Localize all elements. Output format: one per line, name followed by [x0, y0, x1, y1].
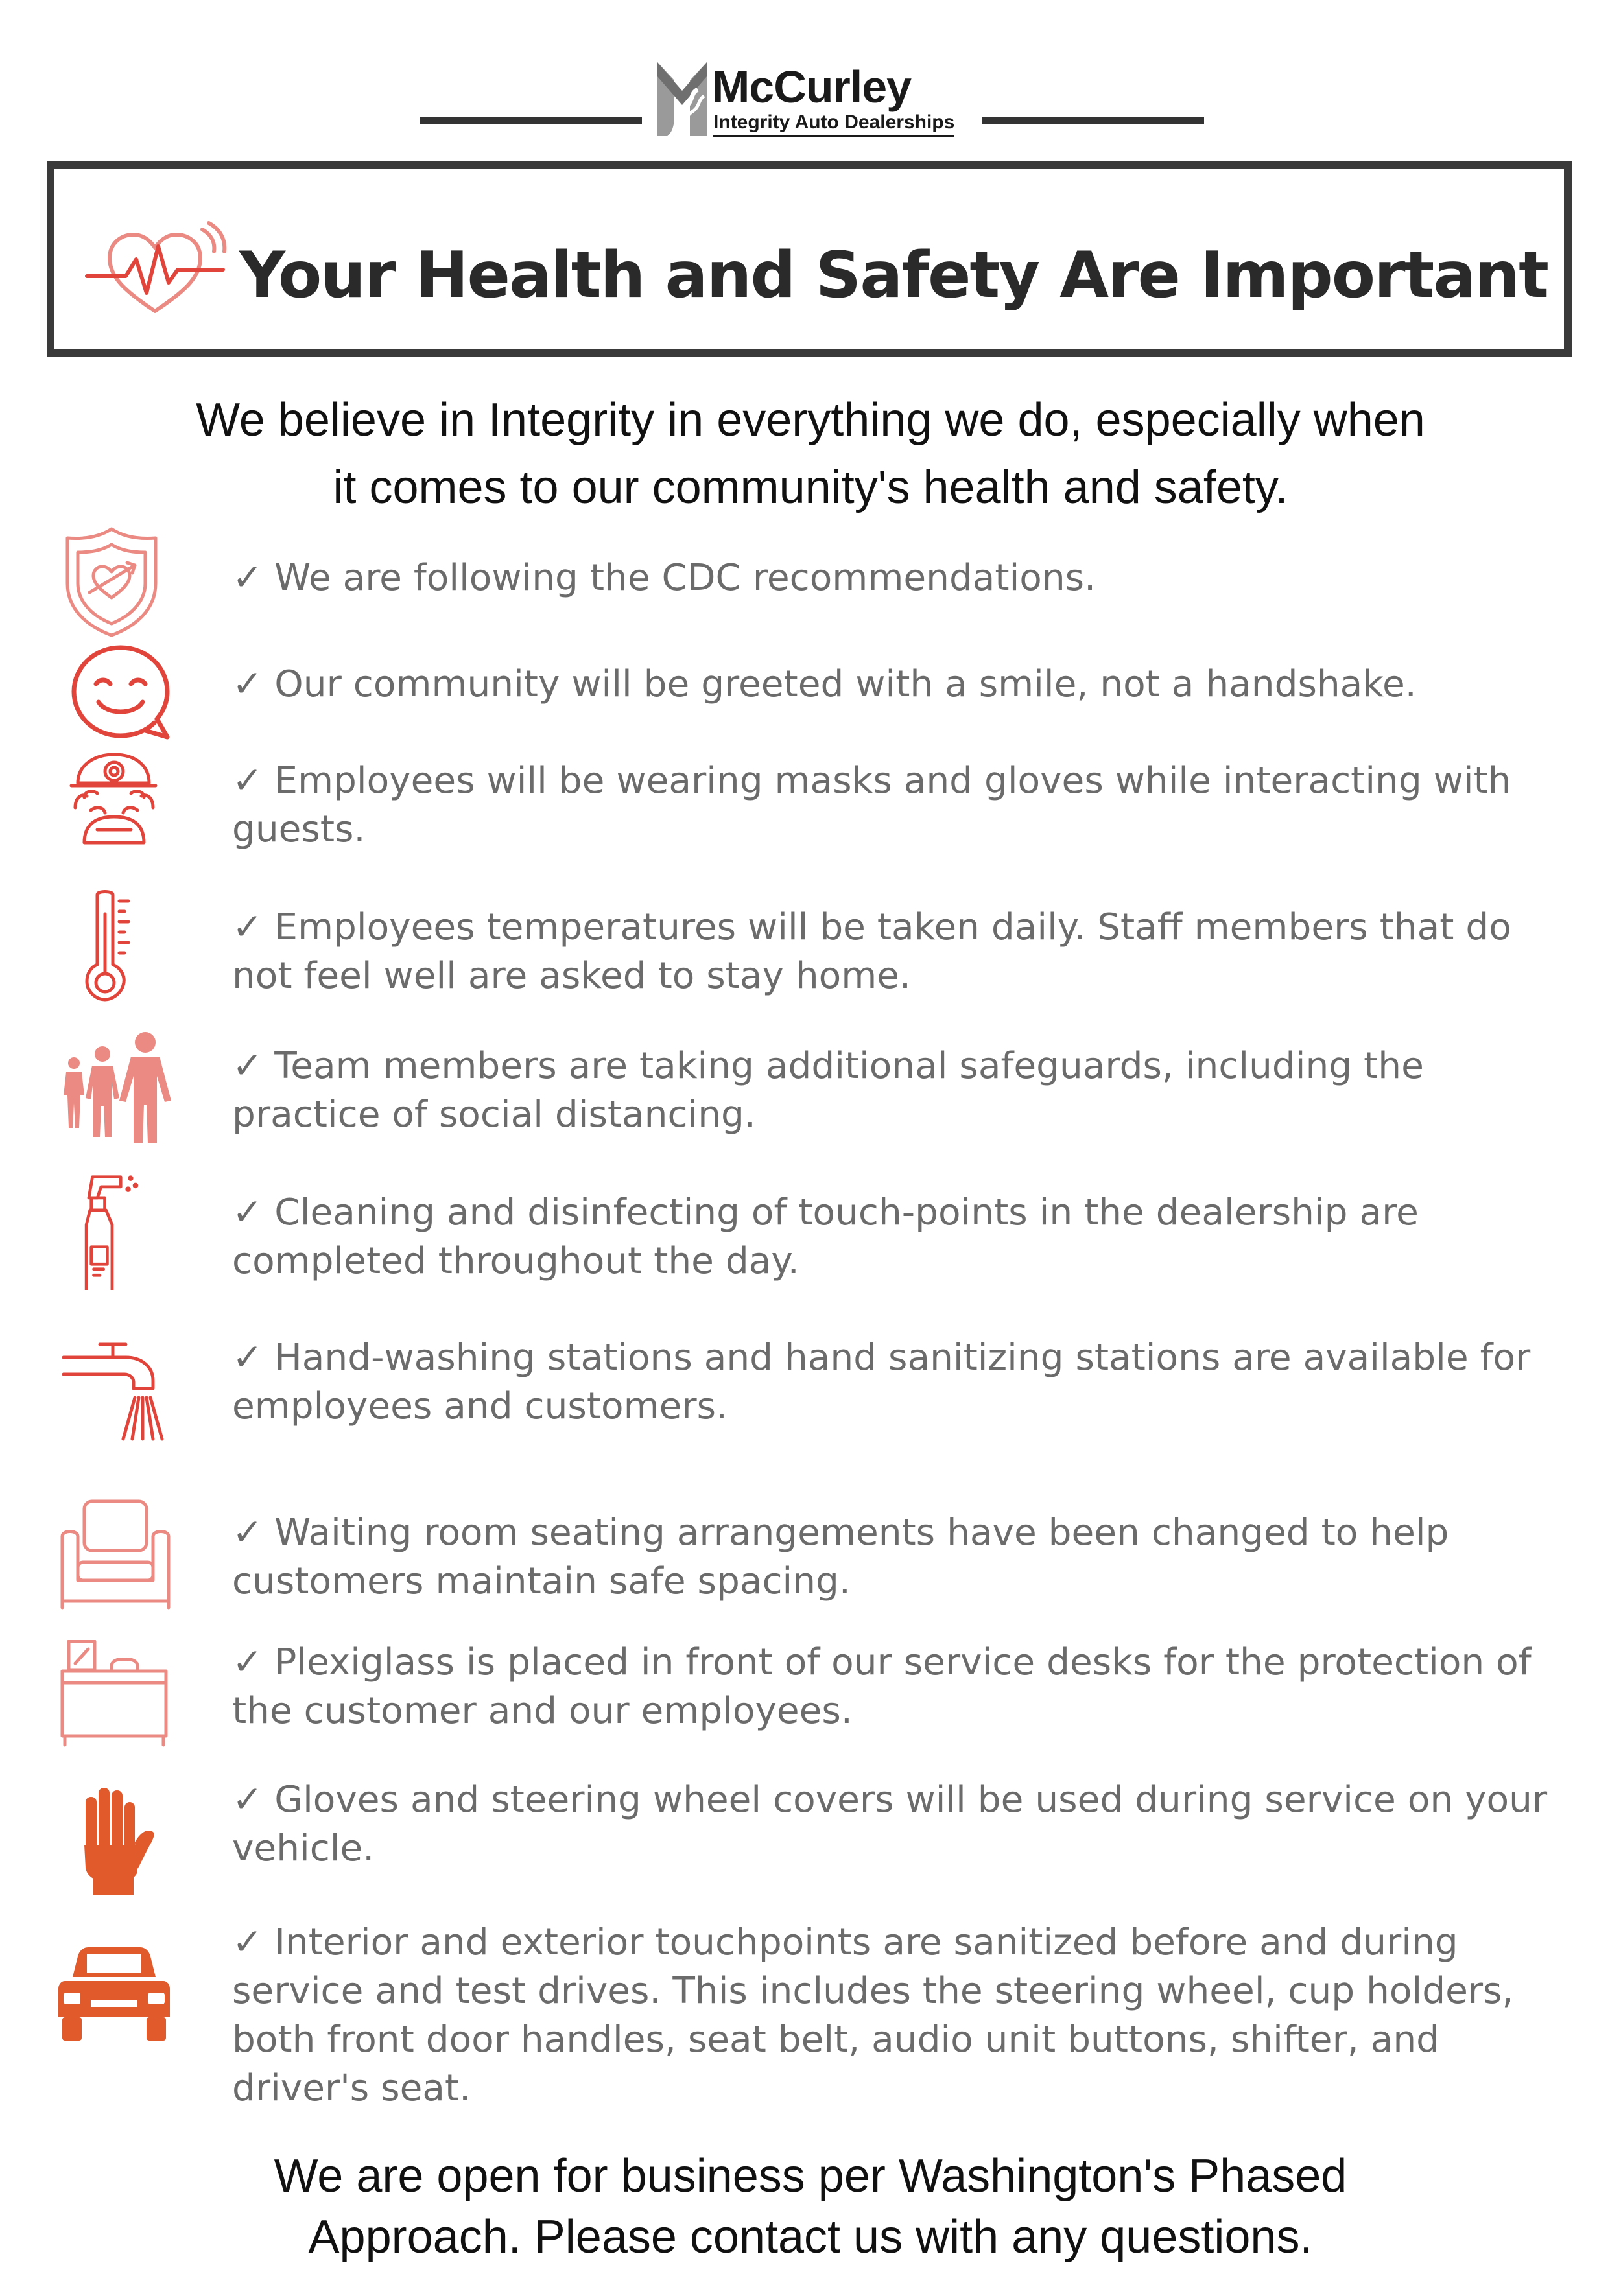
item-line: driver's seat.	[232, 2067, 471, 2109]
item-line: vehicle.	[232, 1827, 375, 1869]
item-line: customers maintain safe spacing.	[232, 1560, 851, 1602]
item-line: ✓ Our community will be greeted with a smile, not a handshake.	[232, 663, 1417, 705]
item-line: ✓ Employees temperatures will be taken daily. Staff members that do	[232, 906, 1511, 948]
item-line: ✓ Waiting room seating arrangements have been changed to help	[232, 1512, 1449, 1554]
logo-name: McCurley	[712, 62, 912, 112]
mccurley-logo	[655, 57, 973, 141]
closing-line-1: We are open for business per Washington's Phased	[274, 2150, 1347, 2202]
car-icon	[58, 1938, 188, 2055]
service-desk-icon	[58, 1640, 188, 1757]
logo-mark-icon	[655, 57, 709, 141]
closing-text	[97, 2146, 1524, 2267]
item-line: ✓ Interior and exterior touchpoints are sanitized before and during	[232, 1921, 1458, 1963]
item-line: practice of social distancing.	[232, 1094, 756, 1136]
item-line: ✓ Gloves and steering wheel covers will be used during service on your	[232, 1779, 1548, 1821]
thermometer-icon	[58, 888, 188, 1005]
family-distancing-icon	[58, 1031, 188, 1147]
item-line: ✓ Hand-washing stations and hand sanitizing stations are available for	[232, 1337, 1531, 1379]
logo-tagline: Integrity Auto Dealerships	[713, 111, 954, 137]
item-line: ✓ Team members are taking additional safeguards, including the	[232, 1045, 1424, 1087]
item-line: the customer and our employees.	[232, 1690, 853, 1732]
glove-icon	[58, 1783, 188, 1899]
item-line: both front door handles, seat belt, audio unit buttons, shifter, and	[232, 2019, 1440, 2061]
intro-text	[97, 386, 1524, 521]
item-line: employees and customers.	[232, 1385, 728, 1427]
faucet-icon	[58, 1335, 188, 1452]
armchair-icon	[58, 1497, 188, 1614]
masked-person-icon	[58, 745, 188, 862]
closing-line-2: Approach. Please contact us with any questions.	[308, 2211, 1313, 2263]
shield-heart-icon	[58, 525, 188, 642]
intro-line-1: We believe in Integrity in everything we do, especially when	[196, 394, 1425, 446]
item-line: guests.	[232, 808, 366, 850]
intro-line-2: it comes to our community's health and safety.	[333, 462, 1288, 513]
item-line: completed throughout the day.	[232, 1240, 799, 1282]
title-box	[47, 161, 1572, 357]
item-line: ✓ Cleaning and disinfecting of touch-points in the dealership are	[232, 1191, 1419, 1234]
header-rule-right	[982, 117, 1204, 124]
item-line: ✓ Employees will be wearing masks and gloves while interacting with	[232, 760, 1511, 802]
item-line: service and test drives. This includes the steering wheel, cup holders,	[232, 1970, 1514, 2012]
spray-bottle-icon	[58, 1173, 188, 1290]
page-title: Your Health and Safety Are Important	[239, 239, 1548, 312]
item-line: ✓ We are following the CDC recommendations.	[232, 557, 1096, 599]
smile-chat-icon	[58, 632, 188, 749]
heartbeat-heart-icon	[80, 220, 230, 318]
header-rule-left	[420, 117, 642, 124]
item-line: not feel well are asked to stay home.	[232, 955, 911, 997]
item-line: ✓ Plexiglass is placed in front of our service desks for the protection of	[232, 1641, 1532, 1683]
